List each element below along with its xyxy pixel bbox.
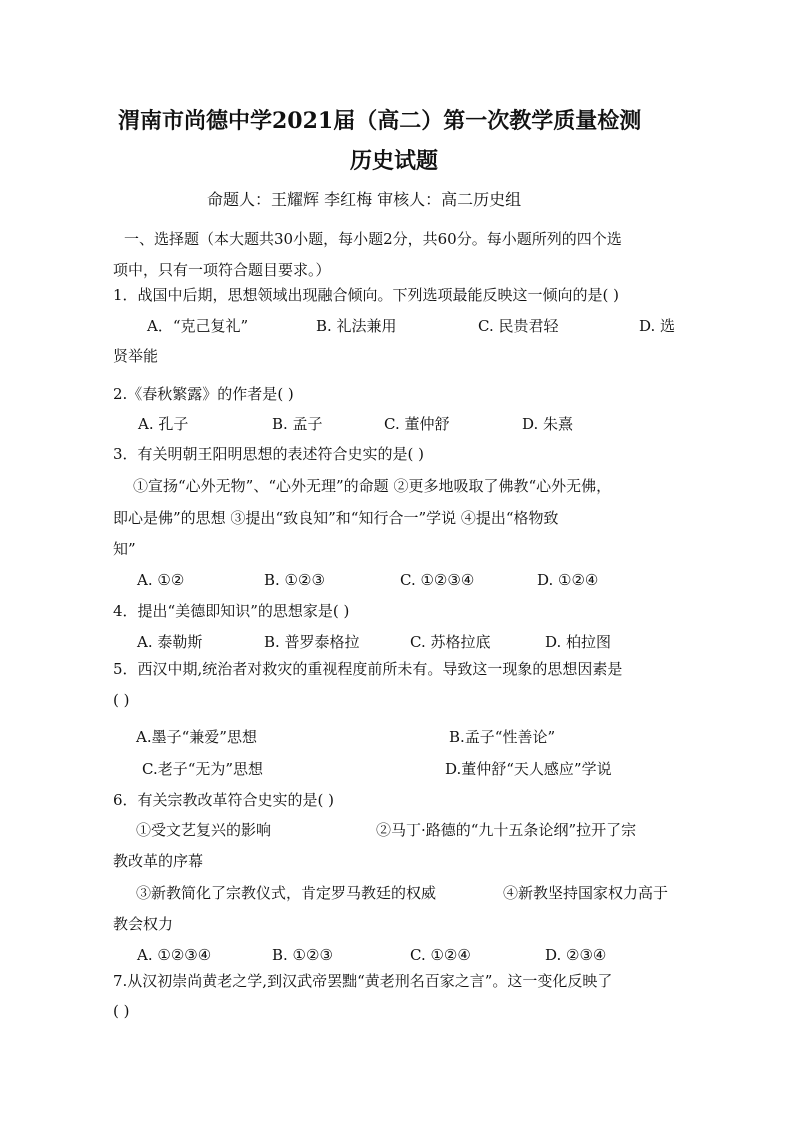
question-5-option-b: B.孟子“性善论” [449,728,556,746]
question-6-option-c: C. ①②④ [410,946,471,964]
question-2-option-c: C. 董仲舒 [384,415,450,433]
question-3-line3: 知” [113,540,136,558]
question-4-option-c: C. 苏格拉底 [410,633,491,651]
exam-authors: 命题人：王耀辉 李红梅 审核人：高二历史组 [207,190,522,209]
question-1-option-d: D. 选 [639,317,676,335]
question-3-option-c: C. ①②③④ [400,571,475,589]
question-6-line4: 教会权力 [113,915,174,933]
question-4-stem: 4．提出“美德即知识”的思想家是( ) [113,602,350,620]
question-6-line3a: ③新教简化了宗教仪式，肯定罗马教廷的权威 [136,884,437,902]
question-5-paren: ( ) [113,691,130,709]
question-2-stem: 2.《春秋繁露》的作者是( ) [113,385,294,403]
exam-title: 渭南市尚德中学2021届（高二）第一次教学质量检测 [118,108,642,134]
question-5-option-a: A.墨子“兼爱”思想 [136,728,257,746]
section-instruction-line2: 项中，只有一项符合题目要求。） [113,261,331,279]
exam-subject-title: 历史试题 [350,148,439,174]
question-1-option-b: B. 礼法兼用 [316,317,397,335]
question-6-option-b: B. ①②③ [272,946,333,964]
question-2-option-d: D. 朱熹 [522,415,574,433]
question-4-option-d: D. 柏拉图 [545,633,612,651]
section-instruction-line1: 一、选择题（本大题共30小题，每小题2分，共60分。每小题所列的四个选 [124,230,622,248]
question-6-option-d: D. ②③④ [545,946,607,964]
question-3-stem: 3．有关明朝王阳明思想的表述符合史实的是( ) [113,445,425,463]
question-2-option-b: B. 孟子 [272,415,323,433]
question-6-line3b: ④新教坚持国家权力高于 [503,884,669,902]
question-3-option-d: D. ①②④ [537,571,599,589]
question-5-option-d: D.董仲舒“天人感应”学说 [445,760,612,778]
question-3-line1: ①宣扬“心外无物”、“心外无理”的命题 ②更多地吸取了佛教“心外无佛， [133,477,612,495]
question-4-option-b: B. 普罗泰格拉 [264,633,360,651]
question-5-stem: 5．西汉中期,统治者对救灾的重视程度前所未有。导致这一现象的思想因素是 [113,660,623,678]
question-2-option-a: A. 孔子 [138,415,189,433]
question-4-option-a: A. 泰勒斯 [137,633,203,651]
question-1-option-a: A．“克己复礼” [147,317,249,335]
question-1-option-d-cont: 贤举能 [113,347,159,365]
question-5-option-c: C.老子“无为”思想 [142,760,264,778]
question-3-line2: 即心是佛”的思想 ③提出“致良知”和“知行合一”学说 ④提出“格物致 [113,509,559,527]
question-7-paren: ( ) [113,1002,130,1020]
question-3-option-b: B. ①②③ [264,571,325,589]
question-6-line1a: ①受文艺复兴的影响 [136,821,272,839]
question-7-stem: 7.从汉初崇尚黄老之学,到汉武帝罢黜“黄老刑名百家之言”。这一变化反映了 [113,972,613,990]
question-1-stem: 1．战国中后期，思想领域出现融合倾向。下列选项最能反映这一倾向的是( ) [113,286,620,304]
question-6-line1b: ②马丁·路德的“九十五条论纲”拉开了宗 [376,821,637,839]
question-6-option-a: A. ①②③④ [137,946,212,964]
question-1-option-c: C. 民贵君轻 [478,317,559,335]
question-6-line2: 教改革的序幕 [113,852,204,870]
question-3-option-a: A. ①② [137,571,185,589]
question-6-stem: 6．有关宗教改革符合史实的是( ) [113,791,335,809]
